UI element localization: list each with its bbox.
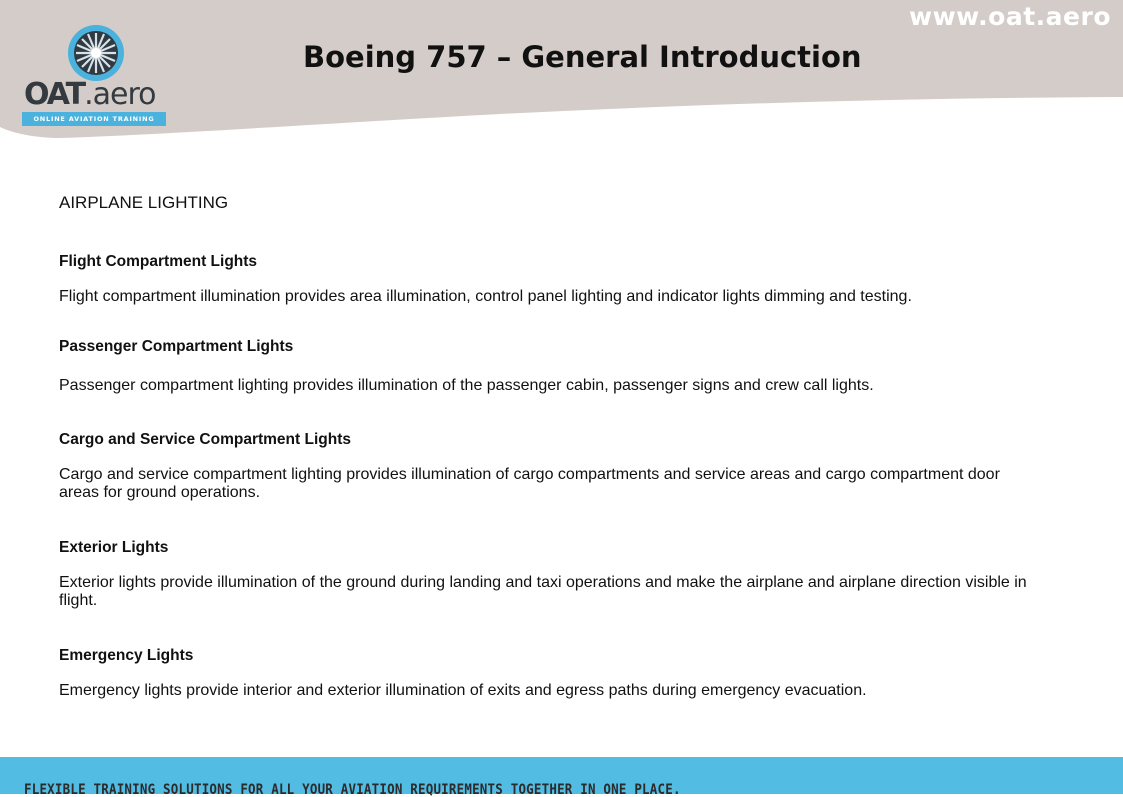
page-title: Boeing 757 – General Introduction (303, 40, 862, 74)
subsection-text-cargo: Cargo and service compartment lighting provides illumination of cargo compartments and service areas and cargo compartment door areas for ground operations. (59, 466, 1000, 501)
logo-word-light: .aero (84, 77, 156, 112)
subsection-text-exterior: Exterior lights provide illumination of the ground during landing and taxi operations and make the airplane and airplane direction visible in flight. (59, 574, 1027, 609)
subsection-title-emergency: Emergency Lights (59, 647, 194, 664)
subsection-text-emergency: Emergency lights provide interior and exterior illumination of exits and egress paths during emergency evacuation. (59, 682, 867, 699)
subsection-title-exterior: Exterior Lights (59, 539, 169, 556)
oat-logo (22, 24, 168, 128)
subsection-text-flight: Flight compartment illumination provides area illumination, control panel lighting and indicator lights dimming and testing. (59, 288, 912, 305)
subsection-title-cargo: Cargo and Service Compartment Lights (59, 431, 351, 448)
site-url: www.oat.aero (908, 2, 1111, 31)
turbofan-icon (67, 24, 125, 82)
footer-slogan: FLEXIBLE TRAINING SOLUTIONS FOR ALL YOUR AVIATION REQUIREMENTS TOGETHER IN ONE PLACE. (24, 780, 681, 797)
logo-word-bold: OAT (24, 77, 85, 112)
subsection-text-passenger: Passenger compartment lighting provides illumination of the passenger cabin, passenger signs and crew call lights. (59, 377, 874, 394)
footer-bar (0, 757, 1123, 797)
subsection-title-flight: Flight Compartment Lights (59, 253, 258, 270)
section-heading: AIRPLANE LIGHTING (59, 193, 229, 212)
logo-tagline: ONLINE AVIATION TRAINING (22, 112, 166, 126)
subsection-title-passenger: Passenger Compartment Lights (59, 338, 294, 355)
